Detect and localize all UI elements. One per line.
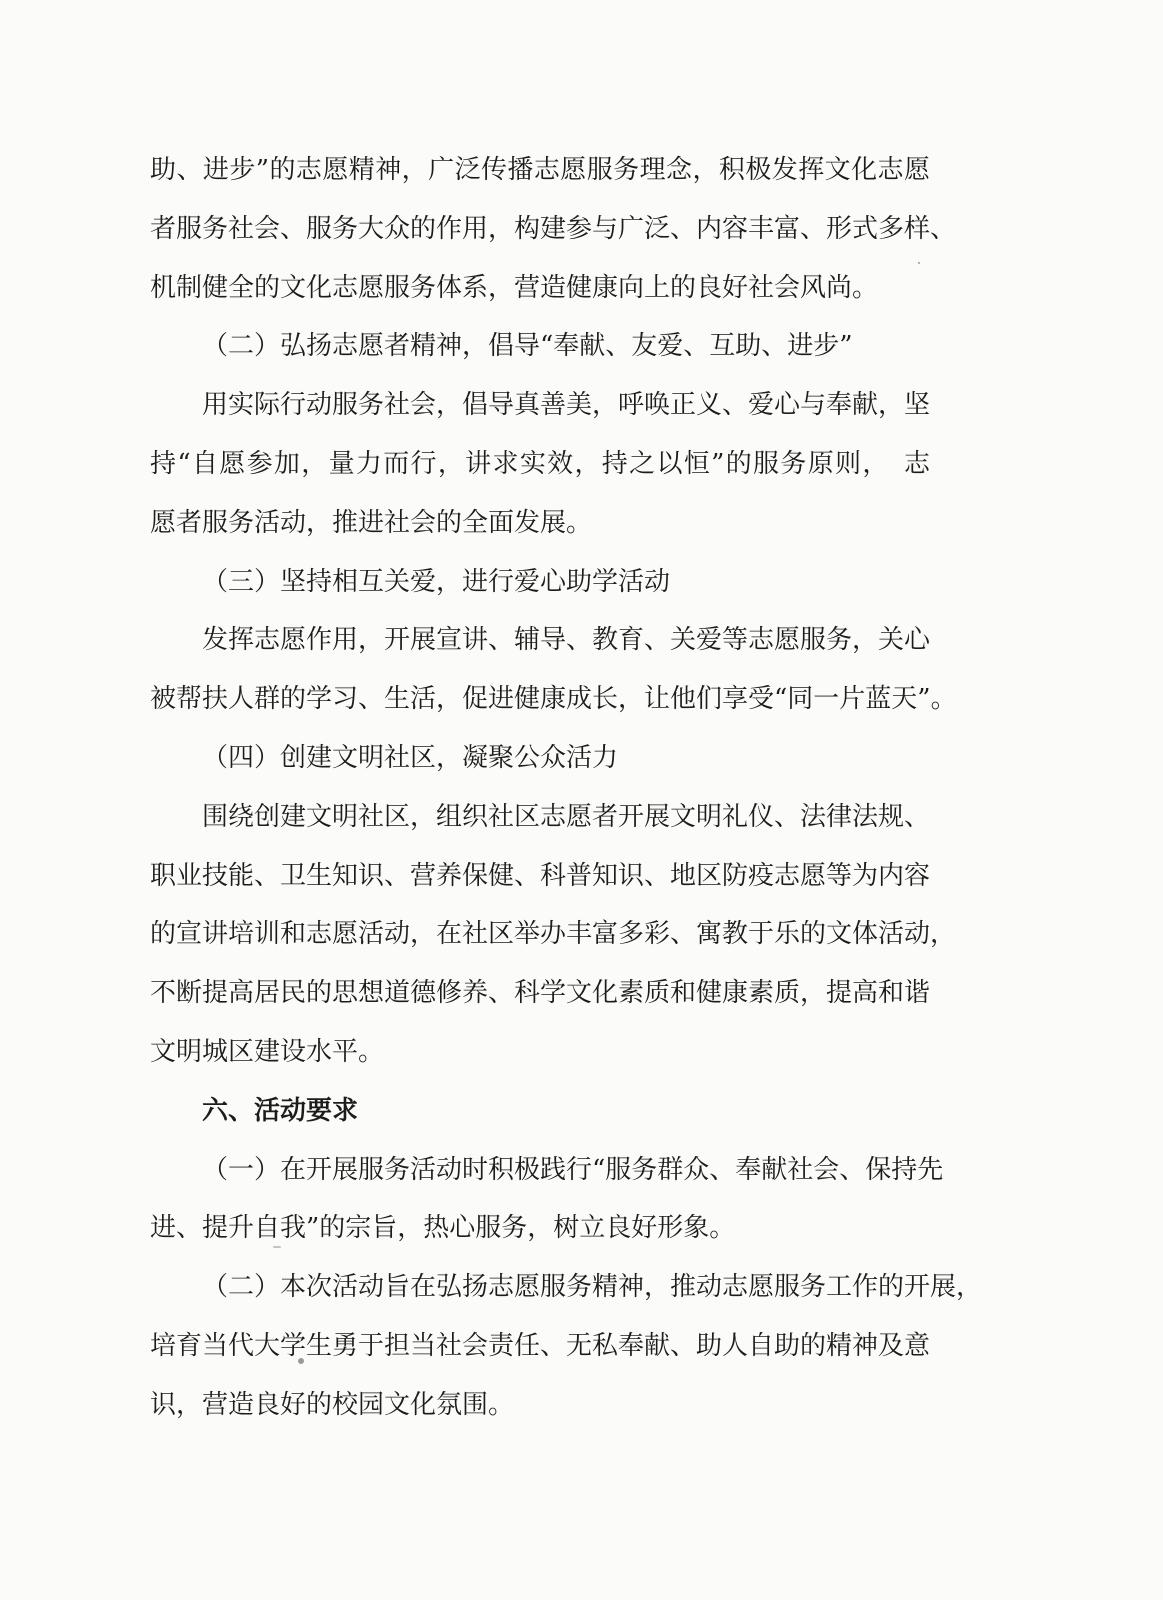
text-line: 愿者服务活动，推进社会的全面发展。 — [150, 507, 593, 538]
text-line: 助、进步”的志愿精神，广泛传播志愿服务理念，积极发挥文化志愿 — [150, 155, 930, 185]
text-line: 职业技能、卫生知识、营养保健、科普知识、地区防疫志愿等为内容 — [150, 860, 931, 891]
document-body — [150, 141, 983, 1435]
text-line: 的宣讲培训和志愿活动，在社区举办丰富多彩、寓教于乐的文体活动， — [150, 919, 957, 950]
text-line: 进、提升自我”的宗旨，热心服务，树立良好形象。 — [150, 1213, 736, 1244]
text-line: （二）弘扬志愿者精神，倡导“奉献、友爱、互助、进步” — [202, 331, 853, 362]
text-line: 发挥志愿作用，开展宣讲、辅导、教育、关爱等志愿服务，关心 — [202, 625, 931, 656]
text-line: （一）在开展服务活动时积极践行“服务群众、奉献社会、保持先 — [202, 1154, 944, 1185]
text-line: 围绕创建文明社区，组织社区志愿者开展文明礼仪、法律法规、 — [202, 801, 931, 832]
text-line: 不断提高居民的思想道德修养、科学文化素质和健康素质，提高和谐 — [150, 978, 931, 1009]
text-line: 持“自愿参加，量力而行，讲求实效，持之以恒”的服务原则， 志 — [150, 448, 930, 479]
text-line: 培育当代大学生勇于担当社会责任、无私奉献、助人自助的精神及意 — [150, 1330, 931, 1361]
text-line: 文明城区建设水平。 — [150, 1036, 385, 1067]
text-line: 者服务社会、服务大众的作用，构建参与广泛、内容丰富、形式多样、 — [150, 213, 957, 244]
text-line: 用实际行动服务社会，倡导真善美，呼唤正义、爱心与奉献，坚 — [202, 390, 931, 421]
text-line: （三）坚持相互关爱，进行爱心助学活动 — [202, 566, 671, 597]
text-line: （四）创建文明社区，凝聚公众活力 — [202, 742, 619, 773]
text-line: 被帮扶人群的学习、生活，促进健康成长，让他们享受“同一片蓝天”。 — [150, 684, 957, 715]
text-line: 机制健全的文化志愿服务体系，营造健康向上的良好社会风尚。 — [150, 272, 879, 303]
text-line: （二）本次活动旨在弘扬志愿服务精神，推动志愿服务工作的开展， — [202, 1272, 983, 1303]
text-line: 识，营造良好的校园文化氛围。 — [150, 1389, 515, 1420]
section-heading: 六、活动要求 — [202, 1095, 359, 1126]
